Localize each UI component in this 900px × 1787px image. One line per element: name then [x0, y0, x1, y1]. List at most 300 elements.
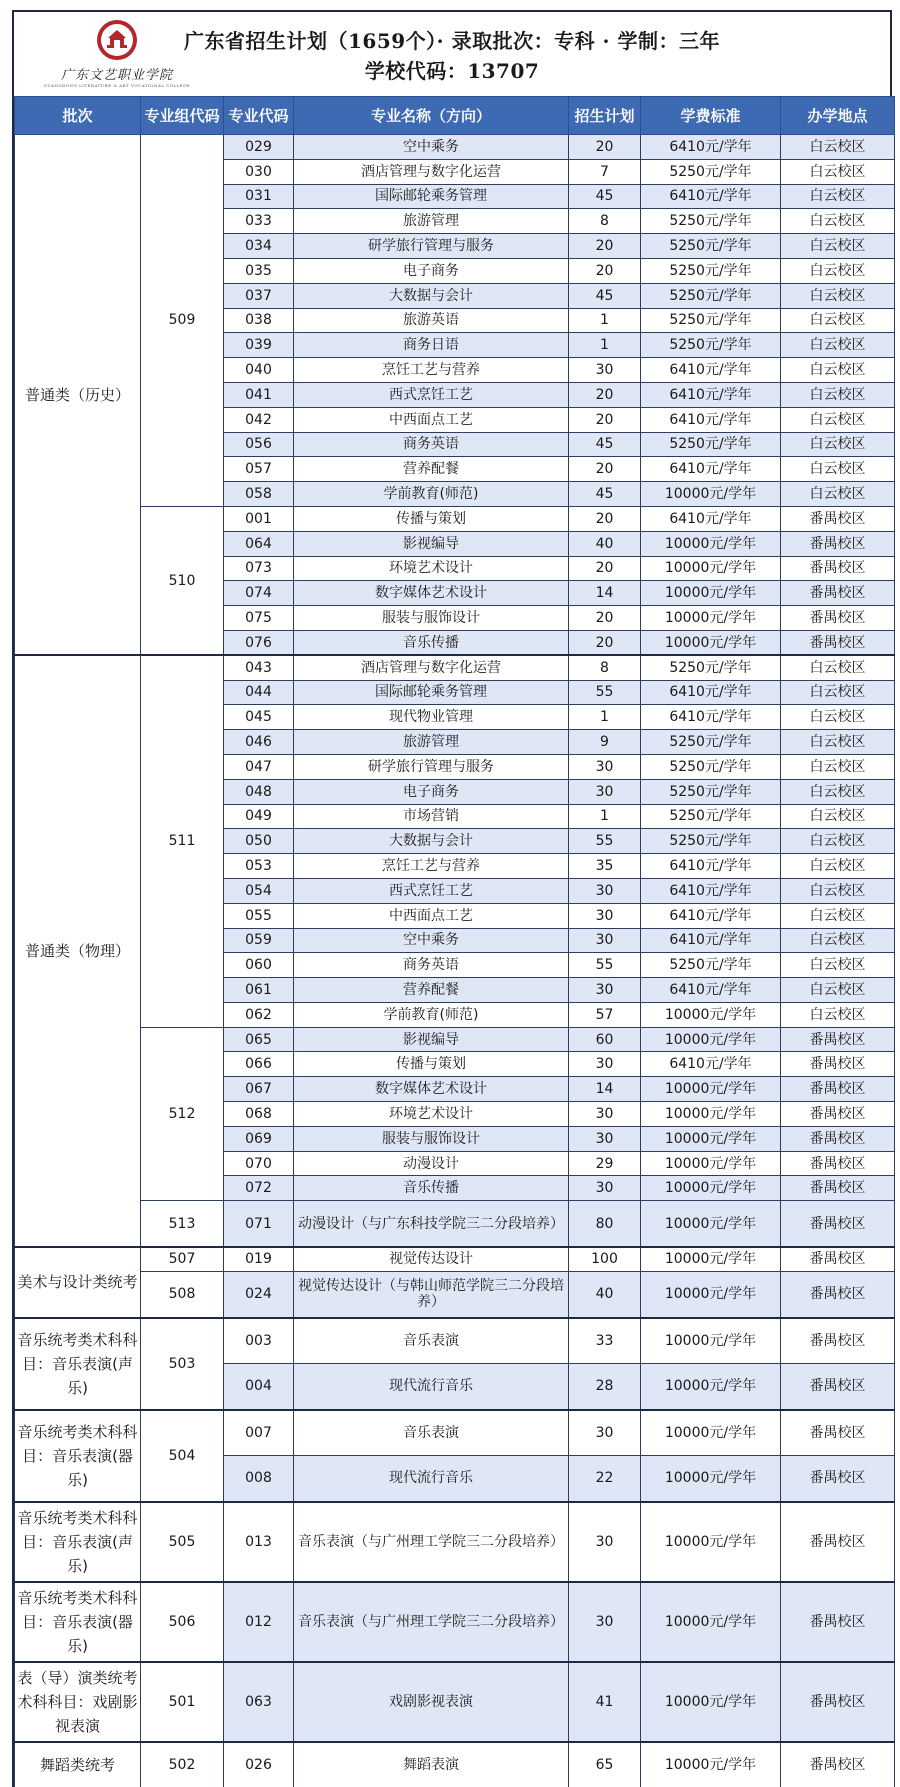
table-row — [15, 1247, 895, 1272]
campus-cell: 白云校区 — [781, 829, 895, 854]
tuition-cell: 5250元/学年 — [641, 333, 781, 358]
plan-count-cell: 30 — [569, 928, 641, 953]
major-code-cell: 064 — [224, 531, 294, 556]
campus-cell: 番禺校区 — [781, 1247, 895, 1272]
plan-count-cell: 22 — [569, 1456, 641, 1502]
plan-count-cell: 30 — [569, 1052, 641, 1077]
plan-count-cell: 14 — [569, 1077, 641, 1102]
campus-cell: 白云校区 — [781, 854, 895, 879]
campus-cell: 番禺校区 — [781, 1318, 895, 1364]
tuition-cell: 10000元/学年 — [641, 1077, 781, 1102]
table-body — [15, 135, 895, 1787]
major-code-cell: 004 — [224, 1364, 294, 1410]
tuition-cell: 5250元/学年 — [641, 209, 781, 234]
major-name-cell: 国际邮轮乘务管理 — [294, 184, 569, 209]
tuition-cell: 5250元/学年 — [641, 730, 781, 755]
tuition-cell: 5250元/学年 — [641, 655, 781, 680]
tuition-cell: 5250元/学年 — [641, 829, 781, 854]
major-code-cell: 061 — [224, 978, 294, 1003]
major-code-cell: 072 — [224, 1176, 294, 1201]
major-code-cell: 049 — [224, 804, 294, 829]
major-code-cell: 057 — [224, 457, 294, 482]
tuition-cell: 10000元/学年 — [641, 556, 781, 581]
major-name-cell: 音乐表演 — [294, 1318, 569, 1364]
group-code-cell: 508 — [141, 1272, 224, 1318]
major-code-cell: 071 — [224, 1201, 294, 1247]
tuition-cell: 5250元/学年 — [641, 953, 781, 978]
tuition-cell: 6410元/学年 — [641, 680, 781, 705]
major-name-cell: 学前教育(师范) — [294, 482, 569, 507]
plan-count-cell: 20 — [569, 135, 641, 160]
tuition-cell: 6410元/学年 — [641, 903, 781, 928]
major-name-cell: 现代流行音乐 — [294, 1364, 569, 1410]
column-header-campus: 办学地点 — [781, 97, 895, 135]
campus-cell: 白云校区 — [781, 978, 895, 1003]
major-name-cell: 商务英语 — [294, 432, 569, 457]
tuition-cell: 5250元/学年 — [641, 234, 781, 259]
plan-count-cell: 8 — [569, 655, 641, 680]
document-header — [12, 10, 892, 96]
table-row — [15, 1272, 895, 1318]
table-row — [15, 506, 895, 531]
major-name-cell: 烹饪工艺与营养 — [294, 358, 569, 383]
plan-count-cell: 30 — [569, 754, 641, 779]
major-name-cell: 大数据与会计 — [294, 829, 569, 854]
group-code-cell: 506 — [141, 1582, 224, 1662]
plan-count-cell: 20 — [569, 258, 641, 283]
plan-count-cell: 30 — [569, 1582, 641, 1662]
campus-cell: 白云校区 — [781, 457, 895, 482]
admission-plan-table — [14, 96, 895, 1787]
major-name-cell: 研学旅行管理与服务 — [294, 234, 569, 259]
campus-cell: 番禺校区 — [781, 1176, 895, 1201]
campus-cell: 番禺校区 — [781, 1662, 895, 1742]
tuition-cell: 10000元/学年 — [641, 1662, 781, 1742]
major-name-cell: 旅游英语 — [294, 308, 569, 333]
tuition-cell: 6410元/学年 — [641, 358, 781, 383]
major-name-cell: 动漫设计 — [294, 1151, 569, 1176]
batch-cell: 舞蹈类统考 — [15, 1742, 141, 1787]
campus-cell: 番禺校区 — [781, 531, 895, 556]
tuition-cell: 10000元/学年 — [641, 630, 781, 655]
major-name-cell: 旅游管理 — [294, 209, 569, 234]
campus-cell: 白云校区 — [781, 283, 895, 308]
plan-count-cell: 1 — [569, 308, 641, 333]
major-name-cell: 服装与服饰设计 — [294, 1126, 569, 1151]
tuition-cell: 10000元/学年 — [641, 1502, 781, 1582]
plan-count-cell: 1 — [569, 705, 641, 730]
plan-count-cell: 20 — [569, 606, 641, 631]
major-name-cell: 音乐表演 — [294, 1410, 569, 1456]
table-header-row — [15, 97, 895, 135]
plan-count-cell: 28 — [569, 1364, 641, 1410]
campus-cell: 番禺校区 — [781, 1456, 895, 1502]
group-code-cell: 505 — [141, 1502, 224, 1582]
plan-count-cell: 55 — [569, 680, 641, 705]
major-name-cell: 研学旅行管理与服务 — [294, 754, 569, 779]
plan-count-cell: 20 — [569, 556, 641, 581]
major-code-cell: 056 — [224, 432, 294, 457]
plan-count-cell: 30 — [569, 1410, 641, 1456]
major-code-cell: 062 — [224, 1002, 294, 1027]
major-code-cell: 075 — [224, 606, 294, 631]
campus-cell: 番禺校区 — [781, 630, 895, 655]
major-code-cell: 070 — [224, 1151, 294, 1176]
tuition-cell: 10000元/学年 — [641, 1176, 781, 1201]
plan-count-cell: 45 — [569, 184, 641, 209]
plan-count-cell: 20 — [569, 630, 641, 655]
major-name-cell: 服装与服饰设计 — [294, 606, 569, 631]
campus-cell: 番禺校区 — [781, 1410, 895, 1456]
group-code-cell: 511 — [141, 655, 224, 1027]
major-code-cell: 068 — [224, 1102, 294, 1127]
plan-count-cell: 33 — [569, 1318, 641, 1364]
campus-cell: 番禺校区 — [781, 581, 895, 606]
plan-count-cell: 40 — [569, 1272, 641, 1318]
major-name-cell: 舞蹈表演 — [294, 1742, 569, 1787]
plan-count-cell: 41 — [569, 1662, 641, 1742]
major-name-cell: 现代流行音乐 — [294, 1456, 569, 1502]
plan-count-cell: 1 — [569, 333, 641, 358]
major-code-cell: 048 — [224, 779, 294, 804]
campus-cell: 白云校区 — [781, 482, 895, 507]
major-code-cell: 063 — [224, 1662, 294, 1742]
tuition-cell: 10000元/学年 — [641, 1456, 781, 1502]
table-row — [15, 1027, 895, 1052]
tuition-cell: 6410元/学年 — [641, 135, 781, 160]
major-code-cell: 039 — [224, 333, 294, 358]
column-header-major-name: 专业名称（方向） — [294, 97, 569, 135]
major-name-cell: 戏剧影视表演 — [294, 1662, 569, 1742]
major-code-cell: 050 — [224, 829, 294, 854]
tuition-cell: 6410元/学年 — [641, 705, 781, 730]
major-name-cell: 空中乘务 — [294, 135, 569, 160]
column-header-batch: 批次 — [15, 97, 141, 135]
column-header-plan: 招生计划 — [569, 97, 641, 135]
plan-count-cell: 30 — [569, 903, 641, 928]
campus-cell: 白云校区 — [781, 432, 895, 457]
campus-cell: 番禺校区 — [781, 1102, 895, 1127]
major-name-cell: 商务英语 — [294, 953, 569, 978]
campus-cell: 番禺校区 — [781, 556, 895, 581]
major-name-cell: 数字媒体艺术设计 — [294, 1077, 569, 1102]
major-code-cell: 012 — [224, 1582, 294, 1662]
campus-cell: 白云校区 — [781, 382, 895, 407]
major-name-cell: 营养配餐 — [294, 457, 569, 482]
major-code-cell: 066 — [224, 1052, 294, 1077]
plan-count-cell: 40 — [569, 531, 641, 556]
plan-count-cell: 30 — [569, 878, 641, 903]
batch-cell: 音乐统考类术科科目：音乐表演(器乐) — [15, 1410, 141, 1502]
plan-count-cell: 45 — [569, 432, 641, 457]
campus-cell: 白云校区 — [781, 258, 895, 283]
campus-cell: 番禺校区 — [781, 1364, 895, 1410]
tuition-cell: 6410元/学年 — [641, 382, 781, 407]
major-code-cell: 007 — [224, 1410, 294, 1456]
table-row — [15, 135, 895, 160]
tuition-cell: 10000元/学年 — [641, 1742, 781, 1787]
major-code-cell: 044 — [224, 680, 294, 705]
major-code-cell: 054 — [224, 878, 294, 903]
major-code-cell: 047 — [224, 754, 294, 779]
major-code-cell: 003 — [224, 1318, 294, 1364]
campus-cell: 番禺校区 — [781, 1052, 895, 1077]
tuition-cell: 10000元/学年 — [641, 1151, 781, 1176]
tuition-cell: 5250元/学年 — [641, 308, 781, 333]
column-header-group-code: 专业组代码 — [141, 97, 224, 135]
major-name-cell: 音乐表演（与广州理工学院三二分段培养） — [294, 1502, 569, 1582]
campus-cell: 白云校区 — [781, 1002, 895, 1027]
major-code-cell: 031 — [224, 184, 294, 209]
page-title: 广东省招生计划（1659个）· 录取批次：专科 · 学制：三年 — [184, 29, 720, 53]
table-row — [15, 1582, 895, 1662]
batch-cell: 表（导）演类统考术科科目：戏剧影视表演 — [15, 1662, 141, 1742]
table-row — [15, 1318, 895, 1364]
plan-count-cell: 55 — [569, 829, 641, 854]
plan-count-cell: 30 — [569, 779, 641, 804]
plan-count-cell: 8 — [569, 209, 641, 234]
tuition-cell: 6410元/学年 — [641, 506, 781, 531]
tuition-cell: 5250元/学年 — [641, 779, 781, 804]
campus-cell: 白云校区 — [781, 234, 895, 259]
plan-count-cell: 1 — [569, 804, 641, 829]
tuition-cell: 10000元/学年 — [641, 1126, 781, 1151]
major-code-cell: 059 — [224, 928, 294, 953]
group-code-cell: 504 — [141, 1410, 224, 1502]
table-row — [15, 1742, 895, 1787]
major-name-cell: 影视编导 — [294, 1027, 569, 1052]
major-name-cell: 电子商务 — [294, 258, 569, 283]
tuition-cell: 10000元/学年 — [641, 1002, 781, 1027]
tuition-cell: 6410元/学年 — [641, 854, 781, 879]
major-name-cell: 音乐表演（与广州理工学院三二分段培养） — [294, 1582, 569, 1662]
campus-cell: 白云校区 — [781, 779, 895, 804]
major-code-cell: 030 — [224, 159, 294, 184]
major-name-cell: 中西面点工艺 — [294, 903, 569, 928]
campus-cell: 白云校区 — [781, 407, 895, 432]
major-name-cell: 视觉传达设计 — [294, 1247, 569, 1272]
major-code-cell: 035 — [224, 258, 294, 283]
tuition-cell: 10000元/学年 — [641, 1201, 781, 1247]
campus-cell: 番禺校区 — [781, 1027, 895, 1052]
major-name-cell: 学前教育(师范) — [294, 1002, 569, 1027]
major-name-cell: 营养配餐 — [294, 978, 569, 1003]
tuition-cell: 10000元/学年 — [641, 1027, 781, 1052]
batch-cell: 美术与设计类统考 — [15, 1247, 141, 1318]
group-code-cell: 503 — [141, 1318, 224, 1410]
campus-cell: 番禺校区 — [781, 1272, 895, 1318]
major-code-cell: 008 — [224, 1456, 294, 1502]
major-name-cell: 旅游管理 — [294, 730, 569, 755]
major-code-cell: 037 — [224, 283, 294, 308]
school-emblem-icon — [95, 18, 139, 62]
major-name-cell: 音乐传播 — [294, 630, 569, 655]
tuition-cell: 10000元/学年 — [641, 531, 781, 556]
major-code-cell: 043 — [224, 655, 294, 680]
tuition-cell: 10000元/学年 — [641, 482, 781, 507]
campus-cell: 番禺校区 — [781, 1582, 895, 1662]
major-code-cell: 045 — [224, 705, 294, 730]
campus-cell: 白云校区 — [781, 730, 895, 755]
major-code-cell: 058 — [224, 482, 294, 507]
plan-count-cell: 20 — [569, 407, 641, 432]
campus-cell: 白云校区 — [781, 804, 895, 829]
major-code-cell: 076 — [224, 630, 294, 655]
plan-table-wrapper — [12, 96, 892, 1787]
major-code-cell: 024 — [224, 1272, 294, 1318]
tuition-cell: 10000元/学年 — [641, 1247, 781, 1272]
group-code-cell: 501 — [141, 1662, 224, 1742]
major-name-cell: 酒店管理与数字化运营 — [294, 655, 569, 680]
plan-count-cell: 55 — [569, 953, 641, 978]
plan-count-cell: 100 — [569, 1247, 641, 1272]
plan-count-cell: 80 — [569, 1201, 641, 1247]
tuition-cell: 6410元/学年 — [641, 978, 781, 1003]
plan-count-cell: 30 — [569, 1102, 641, 1127]
plan-count-cell: 30 — [569, 358, 641, 383]
campus-cell: 白云校区 — [781, 209, 895, 234]
tuition-cell: 10000元/学年 — [641, 1102, 781, 1127]
table-row — [15, 1410, 895, 1456]
tuition-cell: 5250元/学年 — [641, 804, 781, 829]
tuition-cell: 10000元/学年 — [641, 581, 781, 606]
major-name-cell: 空中乘务 — [294, 928, 569, 953]
major-name-cell: 数字媒体艺术设计 — [294, 581, 569, 606]
plan-count-cell: 7 — [569, 159, 641, 184]
campus-cell: 番禺校区 — [781, 1077, 895, 1102]
major-code-cell: 060 — [224, 953, 294, 978]
major-name-cell: 烹饪工艺与营养 — [294, 854, 569, 879]
plan-count-cell: 30 — [569, 1126, 641, 1151]
major-code-cell: 019 — [224, 1247, 294, 1272]
plan-count-cell: 30 — [569, 1502, 641, 1582]
group-code-cell: 513 — [141, 1201, 224, 1247]
tuition-cell: 10000元/学年 — [641, 1318, 781, 1364]
tuition-cell: 10000元/学年 — [641, 606, 781, 631]
major-name-cell: 环境艺术设计 — [294, 1102, 569, 1127]
major-code-cell: 069 — [224, 1126, 294, 1151]
plan-count-cell: 20 — [569, 457, 641, 482]
major-code-cell: 013 — [224, 1502, 294, 1582]
major-code-cell: 074 — [224, 581, 294, 606]
tuition-cell: 10000元/学年 — [641, 1410, 781, 1456]
campus-cell: 白云校区 — [781, 358, 895, 383]
group-code-cell: 512 — [141, 1027, 224, 1201]
major-name-cell: 视觉传达设计（与韩山师范学院三二分段培养） — [294, 1272, 569, 1318]
campus-cell: 白云校区 — [781, 928, 895, 953]
campus-cell: 白云校区 — [781, 754, 895, 779]
major-name-cell: 国际邮轮乘务管理 — [294, 680, 569, 705]
campus-cell: 白云校区 — [781, 135, 895, 160]
major-code-cell: 040 — [224, 358, 294, 383]
plan-count-cell: 57 — [569, 1002, 641, 1027]
table-row — [15, 1201, 895, 1247]
plan-count-cell: 45 — [569, 482, 641, 507]
campus-cell: 番禺校区 — [781, 1201, 895, 1247]
major-name-cell: 传播与策划 — [294, 1052, 569, 1077]
major-name-cell: 电子商务 — [294, 779, 569, 804]
campus-cell: 白云校区 — [781, 655, 895, 680]
tuition-cell: 5250元/学年 — [641, 754, 781, 779]
major-code-cell: 041 — [224, 382, 294, 407]
campus-cell: 白云校区 — [781, 184, 895, 209]
plan-count-cell: 30 — [569, 1176, 641, 1201]
major-code-cell: 038 — [224, 308, 294, 333]
plan-count-cell: 65 — [569, 1742, 641, 1787]
campus-cell: 白云校区 — [781, 903, 895, 928]
major-code-cell: 046 — [224, 730, 294, 755]
plan-count-cell: 45 — [569, 283, 641, 308]
major-code-cell: 073 — [224, 556, 294, 581]
table-row — [15, 655, 895, 680]
tuition-cell: 5250元/学年 — [641, 432, 781, 457]
major-name-cell: 市场营销 — [294, 804, 569, 829]
table-row — [15, 1662, 895, 1742]
campus-cell: 番禺校区 — [781, 506, 895, 531]
plan-count-cell: 20 — [569, 506, 641, 531]
major-name-cell: 现代物业管理 — [294, 705, 569, 730]
group-code-cell: 507 — [141, 1247, 224, 1272]
campus-cell: 番禺校区 — [781, 1502, 895, 1582]
tuition-cell: 6410元/学年 — [641, 184, 781, 209]
major-name-cell: 西式烹饪工艺 — [294, 878, 569, 903]
batch-cell: 音乐统考类术科科目：音乐表演(器乐) — [15, 1582, 141, 1662]
tuition-cell: 5250元/学年 — [641, 283, 781, 308]
major-name-cell: 环境艺术设计 — [294, 556, 569, 581]
tuition-cell: 5250元/学年 — [641, 258, 781, 283]
campus-cell: 白云校区 — [781, 705, 895, 730]
major-name-cell: 商务日语 — [294, 333, 569, 358]
major-name-cell: 音乐传播 — [294, 1176, 569, 1201]
major-code-cell: 026 — [224, 1742, 294, 1787]
batch-cell: 普通类（历史） — [15, 135, 141, 656]
tuition-cell: 6410元/学年 — [641, 1052, 781, 1077]
logo-text: 广东文艺职业学院 — [60, 68, 173, 83]
major-code-cell: 055 — [224, 903, 294, 928]
tuition-cell: 6410元/学年 — [641, 878, 781, 903]
major-name-cell: 酒店管理与数字化运营 — [294, 159, 569, 184]
tuition-cell: 6410元/学年 — [641, 407, 781, 432]
major-code-cell: 067 — [224, 1077, 294, 1102]
plan-count-cell: 9 — [569, 730, 641, 755]
school-code: 学校代码：13707 — [364, 59, 540, 83]
major-code-cell: 034 — [224, 234, 294, 259]
table-row — [15, 1502, 895, 1582]
tuition-cell: 10000元/学年 — [641, 1582, 781, 1662]
tuition-cell: 10000元/学年 — [641, 1272, 781, 1318]
major-name-cell: 影视编导 — [294, 531, 569, 556]
major-code-cell: 029 — [224, 135, 294, 160]
logo-subtext: GUANGDONG LITERATURE & ART VOCATIONAL COLLEGE — [43, 83, 191, 88]
plan-count-cell: 20 — [569, 382, 641, 407]
campus-cell: 白云校区 — [781, 308, 895, 333]
plan-count-cell: 20 — [569, 234, 641, 259]
campus-cell: 白云校区 — [781, 333, 895, 358]
major-name-cell: 传播与策划 — [294, 506, 569, 531]
campus-cell: 白云校区 — [781, 878, 895, 903]
campus-cell: 白云校区 — [781, 159, 895, 184]
campus-cell: 番禺校区 — [781, 606, 895, 631]
major-name-cell: 中西面点工艺 — [294, 407, 569, 432]
tuition-cell: 10000元/学年 — [641, 1364, 781, 1410]
major-code-cell: 065 — [224, 1027, 294, 1052]
group-code-cell: 510 — [141, 506, 224, 655]
column-header-major-code: 专业代码 — [224, 97, 294, 135]
plan-count-cell: 30 — [569, 978, 641, 1003]
campus-cell: 番禺校区 — [781, 1151, 895, 1176]
plan-count-cell: 14 — [569, 581, 641, 606]
column-header-tuition: 学费标准 — [641, 97, 781, 135]
